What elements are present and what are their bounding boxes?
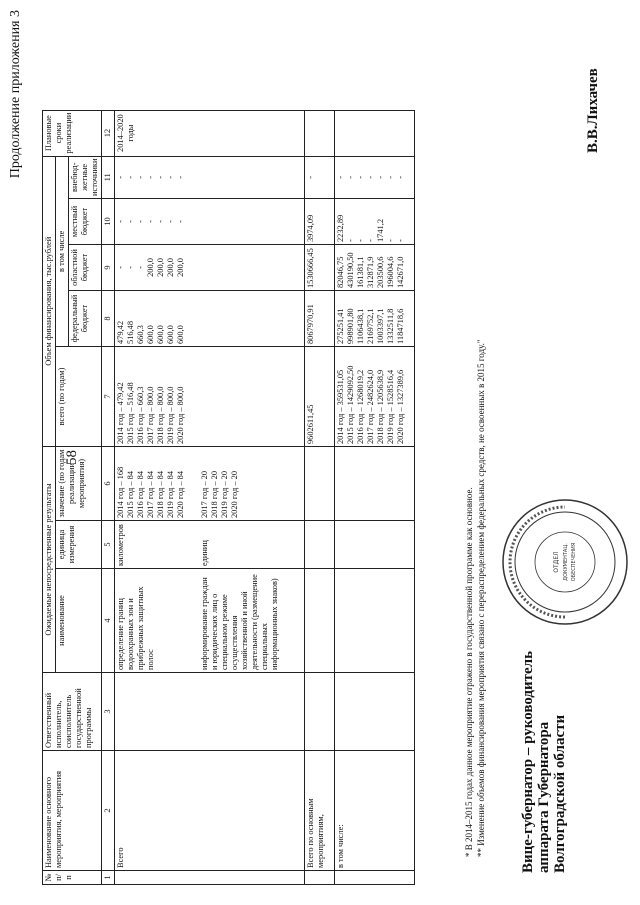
svg-text:ДОКУМЕНТАЦ.: ДОКУМЕНТАЦ. <box>563 543 569 581</box>
value-line: 142671,0 <box>396 256 405 288</box>
footnote: ** Изменение объемов финансирования мероприятия связано с перераспределением федеральных средств, не освоенных в 2015 году." <box>476 339 486 857</box>
col-num: 6 <box>102 447 115 521</box>
grand-federal: 8067970,91 <box>305 291 335 347</box>
value-line: 600,0 <box>176 325 185 344</box>
value-line: 200,0 <box>146 258 155 277</box>
value-line: - <box>336 175 345 179</box>
value-line: - <box>126 266 135 269</box>
value-line: 2015 год – 84 <box>126 470 135 518</box>
header-result-name: наименование <box>56 569 102 673</box>
header-expected-results: Ожидаемые непосредственные результаты <box>43 447 56 673</box>
value-line: - <box>136 220 145 223</box>
signer-name: В.В.Лихачев <box>585 68 601 153</box>
value-line: - <box>356 239 365 242</box>
value-line: 275251,41 <box>336 308 345 344</box>
header-responsible: Ответственный исполнитель, соисполнитель государственной программы <box>43 673 102 751</box>
value-line: 2016 год – 660,3 <box>136 386 145 444</box>
grand-regional: 1530666,45 <box>305 245 335 291</box>
header-regional: областной бюджет <box>69 245 102 291</box>
page-number: 58 <box>64 450 80 465</box>
row-label: Всего <box>115 751 305 871</box>
value-line: 430190,50 <box>346 252 355 288</box>
value-line: 2019 год – 800,0 <box>166 386 175 444</box>
header-terms: Плановые сроки реализации <box>43 110 102 156</box>
value-line: 2016 год – 1268019,2 <box>356 369 365 444</box>
col-num: 2 <box>102 751 115 871</box>
value-line: - <box>136 266 145 269</box>
value-line: - <box>396 175 405 179</box>
value-line: - <box>146 175 155 179</box>
value-line: - <box>146 220 155 223</box>
value-line: 660,3 <box>136 325 145 344</box>
value-line: - <box>126 175 135 179</box>
value-line: - <box>346 239 355 242</box>
svg-text:ОТДЕЛ: ОТДЕЛ <box>553 551 560 573</box>
result-name: определение границ водоохранных зон и прибрежных защитных полос <box>116 586 155 670</box>
federal-values <box>115 291 305 347</box>
value-line: 1003397,1 <box>376 308 385 344</box>
value-line: 1106438,1 <box>356 308 365 344</box>
value-line: 82046,75 <box>336 256 345 288</box>
table-row <box>115 110 305 884</box>
value-line: 600,0 <box>156 325 165 344</box>
col-num: 11 <box>102 156 115 198</box>
value-line: - <box>156 220 165 223</box>
value-line: - <box>366 239 375 242</box>
col-num: 7 <box>102 347 115 447</box>
row-label: в том числе: <box>335 751 415 871</box>
result-values-2 <box>200 449 240 518</box>
value-line: 1184718,6 <box>396 308 405 344</box>
value-line: 600,0 <box>166 325 175 344</box>
value-line: 2018 год – 1205638,9 <box>376 369 385 444</box>
value-line: - <box>356 175 365 179</box>
value-line: 516,48 <box>126 320 135 344</box>
col-num: 12 <box>102 110 115 156</box>
value-line: 2017 год – 2482624,0 <box>366 369 375 444</box>
value-line: - <box>166 220 175 223</box>
result-name: информирование граждан и юридических лиц о специальном режиме осуществления хозяйственной и иной деятельности (размещение специальных информационных знаков) <box>200 574 279 670</box>
terms-value: 2014–2020 годы <box>115 110 305 156</box>
extra-values <box>115 156 305 198</box>
value-line: 196004,6 <box>386 256 395 288</box>
value-line: - <box>376 175 385 179</box>
grand-total: 9602611,45 <box>305 347 335 447</box>
value-line: 2020 год – 1327389,6 <box>396 369 405 444</box>
col-num: 9 <box>102 245 115 291</box>
signature-block <box>520 651 568 873</box>
value-line: 2014 год – 479,42 <box>116 382 125 444</box>
value-line: - <box>126 220 135 223</box>
value-line: 200,0 <box>166 258 175 277</box>
header-including: в том числе <box>56 156 69 346</box>
column-number-row <box>102 110 115 884</box>
result-values-1 <box>116 449 200 518</box>
yearly-totals <box>335 347 415 447</box>
footnote: * В 2014–2015 годах данное мероприятие отражено в государственной программе как основное. <box>464 487 474 857</box>
value-line: 2018 год – 20 <box>210 470 219 518</box>
signature-line: Волгоградской области <box>552 714 568 873</box>
value-line: 312871,9 <box>366 256 375 288</box>
col-num: 1 <box>102 871 115 885</box>
table-row <box>305 110 335 884</box>
col-num: 3 <box>102 673 115 751</box>
value-line: 2019 год – 20 <box>220 470 229 518</box>
value-line: 2015 год – 516,48 <box>126 382 135 444</box>
value-line: - <box>166 175 175 179</box>
value-line: 200,0 <box>176 258 185 277</box>
value-line: - <box>176 175 185 179</box>
value-line: - <box>396 239 405 242</box>
value-line: 161381,1 <box>356 256 365 288</box>
value-line: 600,0 <box>146 325 155 344</box>
value-line: - <box>116 266 125 269</box>
header-finance: Объем финансирования, тыс.рублей <box>43 156 56 446</box>
header-result-unit: единица измерения <box>56 521 102 569</box>
regional-values <box>115 245 305 291</box>
value-line: 2020 год – 84 <box>176 470 185 518</box>
value-line: 2169752,1 <box>366 308 375 344</box>
value-line: 200,0 <box>156 258 165 277</box>
value-line: 2232,89 <box>336 214 345 242</box>
value-line: - <box>136 175 145 179</box>
result-names <box>115 569 305 673</box>
result-unit: километров <box>116 524 125 566</box>
value-line: 2020 год – 20 <box>230 470 239 518</box>
value-line: 2018 год – 84 <box>156 470 165 518</box>
value-line: - <box>386 239 395 242</box>
yearly-federal <box>335 291 415 347</box>
result-values <box>115 447 305 521</box>
value-line: 2019 год – 84 <box>166 470 175 518</box>
value-line: 1741,2 <box>376 218 385 242</box>
header-local: местный бюджет <box>69 199 102 245</box>
header-name: Наименование основного мероприятия, мероприятия <box>43 751 102 871</box>
value-line: - <box>176 220 185 223</box>
value-line: 2019 год – 1528516,4 <box>386 369 395 444</box>
header-total: всего (по годам) <box>56 347 102 447</box>
value-line: 2017 год – 800,0 <box>146 386 155 444</box>
yearly-regional <box>335 245 415 291</box>
value-line: - <box>366 175 375 179</box>
header-federal: федеральный бюджет <box>69 291 102 347</box>
table-row <box>335 110 415 884</box>
result-units <box>115 521 305 569</box>
value-line: - <box>116 220 125 223</box>
row-label: Всего по основным мероприятиям, <box>305 751 335 871</box>
value-line: 2018 год – 800,0 <box>156 386 165 444</box>
value-line: - <box>386 175 395 179</box>
continuation-title: Продолжение приложения 3 <box>8 10 23 179</box>
col-num: 10 <box>102 199 115 245</box>
value-line: 2015 год – 1429092,50 <box>346 365 355 444</box>
value-line: 998901,80 <box>346 308 355 344</box>
value-line: - <box>156 175 165 179</box>
value-line: 2017 год – 84 <box>146 470 155 518</box>
header-result-value: значение (по годам реализации мероприятия) <box>56 447 102 521</box>
signature-line: аппарата Губернатора <box>536 721 552 873</box>
col-num: 8 <box>102 291 115 347</box>
signature-line: Вице-губернатор – руководитель <box>520 650 536 873</box>
footnotes <box>463 339 487 857</box>
grand-extra: - <box>305 156 335 198</box>
local-values <box>115 199 305 245</box>
value-line: 479,42 <box>116 320 125 344</box>
col-num: 5 <box>102 521 115 569</box>
value-line: 2020 год – 800,0 <box>176 386 185 444</box>
yearly-extra <box>335 156 415 198</box>
value-line: 2016 год – 84 <box>136 470 145 518</box>
grand-local: 3974,09 <box>305 199 335 245</box>
col-num: 4 <box>102 569 115 673</box>
value-line: 2014 год – 359531,05 <box>336 369 345 444</box>
value-line: 203500,6 <box>376 256 385 288</box>
value-line: 2017 год – 20 <box>200 470 209 518</box>
value-line: - <box>346 175 355 179</box>
official-stamp <box>500 497 630 627</box>
value-line: 2014 год – 168 <box>116 466 125 518</box>
total-values <box>115 347 305 447</box>
svg-text:ОБЕСПЕЧЕНИЯ: ОБЕСПЕЧЕНИЯ <box>571 542 577 582</box>
program-table <box>42 110 415 885</box>
value-line: - <box>116 175 125 179</box>
header-extrabudget: внебюд-жетные источники <box>69 156 102 198</box>
result-unit: единиц <box>200 540 209 566</box>
header-no: № п/п <box>43 871 102 885</box>
value-line: 1332511,8 <box>386 308 395 344</box>
yearly-local <box>335 199 415 245</box>
